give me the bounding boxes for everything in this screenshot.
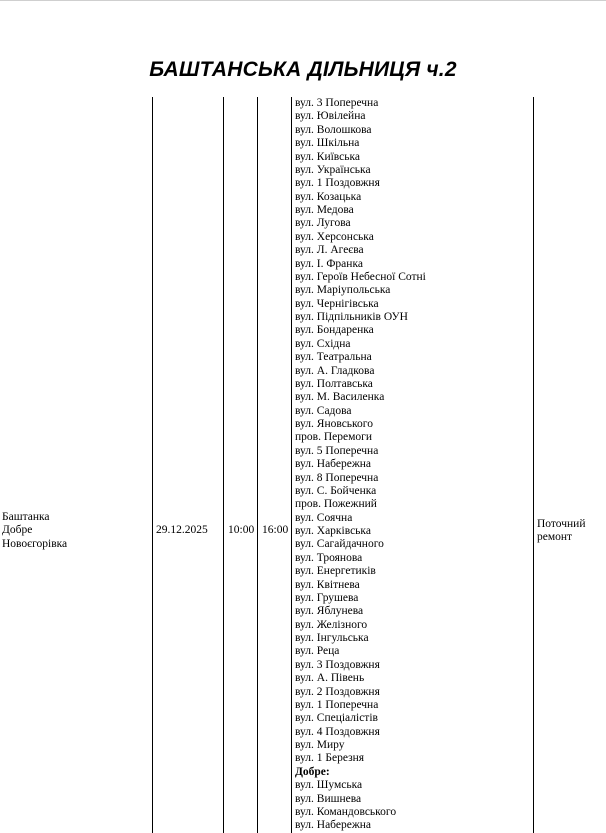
page-title: БАШТАНСЬКА ДІЛЬНИЦЯ ч.2 xyxy=(149,58,457,81)
street-list-item: вул. Маріупольська xyxy=(295,284,391,297)
street-list-item: вул. Харківська xyxy=(295,525,371,537)
street-list-item: вул. 1 Поздовжня xyxy=(295,177,380,190)
street-list-item: вул. Театральна xyxy=(295,351,372,364)
street-list-item: вул. Енергетиків xyxy=(295,565,376,578)
street-list-item: вул. Реца xyxy=(295,645,340,658)
street-list-item: вул. Миру xyxy=(295,739,345,751)
outage-date: 29.12.2025 xyxy=(156,524,208,536)
street-list-item: вул. Яновського xyxy=(295,418,373,430)
street-list-item: вул. Інгульська xyxy=(295,632,369,644)
street-list-item: вул. Бондаренка xyxy=(295,324,374,337)
street-list-item: вул. Східна xyxy=(295,337,351,350)
street-list-item: вул. Троянова xyxy=(295,551,363,564)
street-list-item: вул. Желізного xyxy=(295,618,368,631)
street-list-item: вул. Яблунева xyxy=(295,605,364,618)
street-list-item: вул. С. Бойченка xyxy=(295,484,377,497)
table-column-divider xyxy=(152,97,153,833)
street-list-item: вул. Козацька xyxy=(295,190,362,203)
street-list-item: вул. Ювілейна xyxy=(295,110,366,123)
street-list-item: вул. 3 Поздовжня xyxy=(295,658,380,671)
street-list-item: вул. Полтавська xyxy=(295,377,373,390)
street-list-item: вул. 4 Поздовжня xyxy=(295,725,380,738)
street-list-item: вул. Командовського xyxy=(295,805,397,818)
time-end: 16:00 xyxy=(262,524,289,536)
street-list-item: вул. Лугова xyxy=(295,217,351,230)
street-list-item: вул. Чернігівська xyxy=(295,297,379,310)
table-column-divider xyxy=(533,97,534,833)
table-column-divider xyxy=(223,97,224,833)
street-list-item: вул. Херсонська xyxy=(295,230,374,243)
street-list xyxy=(295,97,426,833)
street-list-heading: Добре: xyxy=(295,765,330,778)
street-list-item: вул. Українська xyxy=(295,163,371,176)
street-list-item: вул. Садова xyxy=(295,404,352,417)
street-list-item: вул. Л. Агеєва xyxy=(295,244,364,257)
street-list-item: вул. Грушева xyxy=(295,591,359,604)
street-list-item: вул. Квітнева xyxy=(295,578,360,591)
table-column-divider xyxy=(257,97,258,833)
street-list-item: вул. Сагайдачного xyxy=(295,538,384,551)
street-list-item: вул. Медова xyxy=(295,204,354,216)
settlement-name: Добре xyxy=(2,524,33,537)
work-type-label: Поточний ремонт xyxy=(537,518,586,544)
street-list-item: вул. 5 Поперечна xyxy=(295,444,379,457)
street-list-item: вул. Спеціалістів xyxy=(295,712,378,725)
street-list-item: вул. А. Гладкова xyxy=(295,364,375,377)
street-list-item: вул. 2 Поздовжня xyxy=(295,685,380,698)
settlements-cell xyxy=(2,511,67,551)
street-list-item: вул. Героїв Небесної Сотні xyxy=(295,270,426,283)
street-list-item: вул. Шумська xyxy=(295,779,363,792)
street-list-item: вул. І. Франка xyxy=(295,257,363,270)
street-list-item: вул. Набережна xyxy=(295,458,372,471)
street-list-item: вул. 1 Березня xyxy=(295,752,365,765)
street-list-item: вул. Соячна xyxy=(295,511,353,524)
street-list-item: пров. Перемоги xyxy=(295,431,372,444)
street-list-item: вул. Вишнева xyxy=(295,792,362,805)
street-list-item: вул. Підпільників ОУН xyxy=(295,311,408,323)
street-list-item: вул. Набережна xyxy=(295,819,372,832)
street-list-item: вул. Шкільна xyxy=(295,137,360,150)
street-list-item: вул. М. Василенка xyxy=(295,391,385,404)
top-border-line xyxy=(0,0,606,1)
street-list-item: пров. Пожежний xyxy=(295,498,377,511)
street-list-item: вул. Київська xyxy=(295,150,361,163)
street-list-item: вул. А. Півень xyxy=(295,672,365,685)
work-type xyxy=(537,518,603,545)
street-list-item: вул. 1 Поперечна xyxy=(295,698,379,711)
street-list-item: вул. 8 Поперечна xyxy=(295,471,379,484)
street-list-item: вул. Волошкова xyxy=(295,123,372,136)
street-list-item: вул. 3 Поперечна xyxy=(295,97,379,109)
settlement-name: Баштанка xyxy=(2,511,50,523)
table-column-divider xyxy=(291,97,292,833)
time-start: 10:00 xyxy=(228,524,255,536)
settlement-name: Новоєгорівка xyxy=(2,537,68,550)
